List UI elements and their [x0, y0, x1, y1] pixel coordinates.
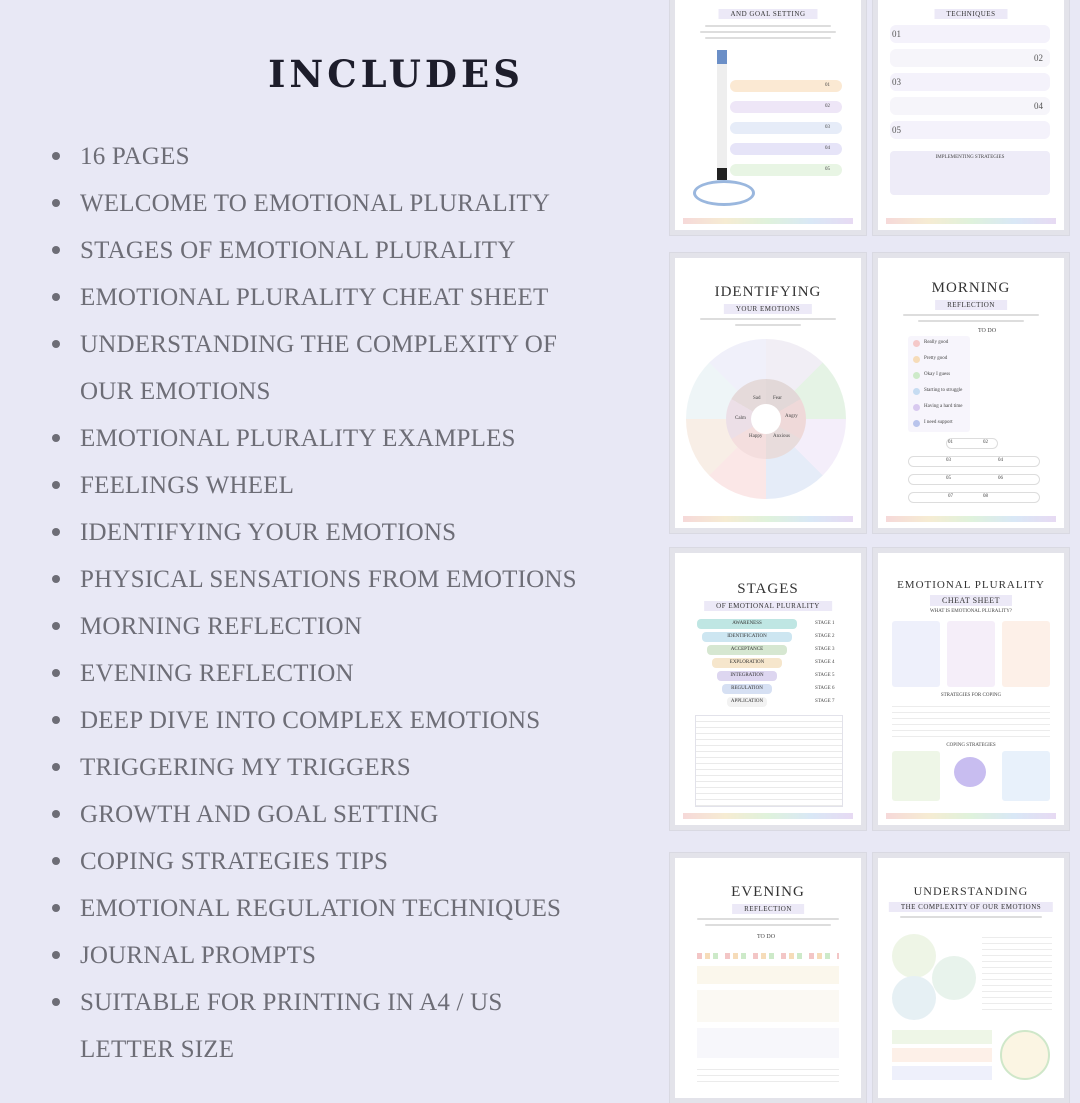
info-circle — [892, 976, 936, 1020]
info-circle — [892, 934, 936, 978]
rainbow-strip — [886, 218, 1056, 224]
includes-heading: INCLUDES — [268, 52, 524, 96]
bullet-icon — [52, 716, 60, 724]
pill-number: 08 — [983, 494, 988, 499]
mood-option: Pretty good — [924, 356, 948, 361]
text-line — [700, 31, 836, 33]
preview-identifying-page — [670, 253, 866, 533]
section-heading: STRATEGIES FOR COPING — [940, 693, 1002, 698]
stage-label: STAGE 7 — [815, 699, 835, 704]
mood-face-icon — [913, 356, 920, 363]
list-item: GROWTH AND GOAL SETTING — [52, 791, 577, 838]
coping-text — [892, 701, 1050, 739]
mood-face-icon — [913, 404, 920, 411]
mood-option: I need support — [924, 420, 953, 425]
wheel-label: Fear — [773, 396, 782, 401]
rainbow-strip — [683, 218, 853, 224]
preview-cheat-sheet-page — [873, 548, 1069, 830]
page-subtitle: TECHNIQUES — [935, 9, 1008, 19]
wheel-label: Anxious — [773, 434, 790, 439]
list-item: STAGES OF EMOTIONAL PLURALITY — [52, 227, 577, 274]
section-heading: WHAT IS EMOTIONAL PLURALITY? — [929, 609, 1013, 614]
bullet-icon — [52, 293, 60, 301]
mood-option: Really good — [924, 340, 949, 345]
text-line — [697, 918, 839, 920]
pill-number: 01 — [948, 440, 953, 445]
page-title: STAGES — [737, 581, 799, 597]
technique-row — [890, 73, 1050, 91]
list-item-continuation: OUR EMOTIONS — [80, 378, 271, 405]
preview-techniques-page — [873, 0, 1069, 235]
technique-row — [890, 25, 1050, 43]
preview-morning-page — [873, 253, 1069, 533]
wheel-label: Sad — [753, 396, 761, 401]
text-line — [900, 916, 1042, 918]
text-line — [918, 320, 1024, 322]
list-item: EMOTIONAL REGULATION TECHNIQUES — [52, 885, 577, 932]
journal-box — [697, 1028, 839, 1058]
info-column — [947, 621, 995, 687]
pill-number: 07 — [948, 494, 953, 499]
pill-number: 03 — [946, 458, 951, 463]
list-item: 16 PAGES — [52, 133, 577, 180]
stages-description — [695, 715, 843, 807]
bullet-icon — [52, 199, 60, 207]
mood-face-icon — [913, 420, 920, 427]
preview-stages-page — [670, 548, 866, 830]
page-subtitle: REFLECTION — [732, 904, 804, 914]
page-subtitle: REFLECTION — [935, 300, 1007, 310]
bullet-icon — [52, 998, 60, 1006]
rainbow-strip — [683, 813, 853, 819]
list-item: EMOTIONAL PLURALITY CHEAT SHEET — [52, 274, 577, 321]
list-item: COPING STRATEGIES TIPS — [52, 838, 577, 885]
word-cloud — [697, 1064, 839, 1086]
page-title: MORNING — [931, 280, 1011, 296]
funnel-level: INTEGRATION — [717, 671, 777, 681]
journal-box — [697, 966, 839, 984]
preview-evening-page — [670, 853, 866, 1103]
rainbow-strip — [886, 516, 1056, 522]
mood-dots-row — [697, 953, 839, 959]
pill-number: 05 — [946, 476, 951, 481]
list-item: TRIGGERING MY TRIGGERS — [52, 744, 577, 791]
stage-label: STAGE 6 — [815, 686, 835, 691]
list-item: PHYSICAL SENSATIONS FROM EMOTIONS — [52, 556, 577, 603]
preview-understanding-page — [873, 853, 1069, 1103]
technique-number: 05 — [892, 125, 901, 135]
text-line — [735, 324, 801, 326]
list-item: EVENING REFLECTION — [52, 650, 577, 697]
wheel-label: Happy — [749, 434, 763, 439]
page-subtitle: AND GOAL SETTING — [718, 9, 817, 19]
bullet-icon — [52, 669, 60, 677]
bullet-icon — [52, 481, 60, 489]
mood-option: Okay I guess — [924, 372, 951, 377]
page-title: EMOTIONAL PLURALITY — [897, 579, 1045, 591]
technique-number: 04 — [1034, 101, 1043, 111]
bullet-icon — [52, 152, 60, 160]
numbered-pill — [946, 438, 998, 449]
bullet-icon — [52, 528, 60, 536]
list-item: EMOTIONAL PLURALITY EXAMPLES — [52, 415, 577, 462]
info-column — [892, 621, 940, 687]
text-line — [705, 37, 831, 39]
bullet-icon — [52, 857, 60, 865]
stage-label: STAGE 1 — [815, 621, 835, 626]
step-number: 04 — [825, 146, 830, 151]
list-item: FEELINGS WHEEL — [52, 462, 577, 509]
technique-row — [890, 121, 1050, 139]
info-circle — [932, 956, 976, 1000]
list-item: SUITABLE FOR PRINTING IN A4 / US — [52, 979, 577, 1026]
step-number: 05 — [825, 167, 830, 172]
info-box — [892, 1048, 992, 1062]
numbered-pill — [908, 474, 1040, 485]
stage-label: STAGE 2 — [815, 634, 835, 639]
bullet-icon — [52, 575, 60, 583]
list-item-continuation: LETTER SIZE — [80, 1036, 235, 1063]
mood-face-icon — [913, 388, 920, 395]
list-item: IDENTIFYING YOUR EMOTIONS — [52, 509, 577, 556]
bullet-icon — [52, 810, 60, 818]
funnel-level: ACCEPTANCE — [707, 645, 787, 655]
journal-box — [697, 990, 839, 1022]
funnel-level: IDENTIFICATION — [702, 632, 792, 642]
includes-list — [52, 133, 577, 1073]
page-title: UNDERSTANDING — [913, 884, 1029, 898]
bullet-icon — [52, 246, 60, 254]
numbered-pill — [908, 492, 1040, 503]
info-box — [892, 1066, 992, 1080]
funnel-level: EXPLORATION — [712, 658, 782, 668]
coping-box — [1002, 751, 1050, 801]
mood-face-icon — [913, 372, 920, 379]
bullet-icon — [52, 904, 60, 912]
wheel-center — [751, 404, 781, 434]
pill-number: 06 — [998, 476, 1003, 481]
todo-label: TO DO — [757, 934, 776, 940]
pill-number: 04 — [998, 458, 1003, 463]
page-previews — [665, 0, 1080, 1080]
strategies-title: IMPLEMENTING STRATEGIES — [935, 155, 1005, 160]
list-item: UNDERSTANDING THE COMPLEXITY OF — [52, 321, 577, 368]
coping-box — [892, 751, 940, 801]
list-item: MORNING REFLECTION — [52, 603, 577, 650]
pill-number: 02 — [983, 440, 988, 445]
mood-option: Having a hard time — [924, 404, 963, 409]
info-column — [1002, 621, 1050, 687]
stage-label: STAGE 3 — [815, 647, 835, 652]
numbered-pill — [908, 456, 1040, 467]
target-icon — [693, 180, 755, 206]
text-line — [705, 924, 831, 926]
text-line — [903, 314, 1039, 316]
rainbow-strip — [683, 516, 853, 522]
list-item: WELCOME TO EMOTIONAL PLURALITY — [52, 180, 577, 227]
page-subtitle: THE COMPLEXITY OF OUR EMOTIONS — [889, 902, 1053, 912]
todo-label: TO DO — [978, 328, 997, 334]
bullet-icon — [52, 951, 60, 959]
pencil-icon — [717, 50, 727, 180]
page-title: EVENING — [731, 884, 805, 900]
funnel-level: APPLICATION — [727, 697, 767, 707]
funnel-level: AWARENESS — [697, 619, 797, 629]
page-subtitle: OF EMOTIONAL PLURALITY — [704, 601, 832, 611]
stage-label: STAGE 4 — [815, 660, 835, 665]
technique-number: 02 — [1034, 53, 1043, 63]
bullet-icon — [52, 434, 60, 442]
bullet-icon — [52, 763, 60, 771]
step-number: 03 — [825, 125, 830, 130]
page-subtitle: YOUR EMOTIONS — [724, 304, 812, 314]
bullet-icon — [52, 340, 60, 348]
list-item: DEEP DIVE INTO COMPLEX EMOTIONS — [52, 697, 577, 744]
text-line — [705, 25, 831, 27]
wheel-label: Calm — [735, 416, 746, 421]
info-text — [982, 932, 1052, 1014]
mood-face-icon — [913, 340, 920, 347]
mood-column — [908, 336, 970, 432]
page-title: IDENTIFYING — [714, 284, 822, 300]
summary-circle — [1000, 1030, 1050, 1080]
technique-row — [890, 97, 1050, 115]
section-heading: COPING STRATEGIES — [946, 743, 996, 748]
technique-number: 01 — [892, 29, 901, 39]
info-box — [892, 1030, 992, 1044]
technique-number: 03 — [892, 77, 901, 87]
step-number: 01 — [825, 83, 830, 88]
preview-growth-page — [670, 0, 866, 235]
step-number: 02 — [825, 104, 830, 109]
text-line — [700, 318, 836, 320]
stage-label: STAGE 5 — [815, 673, 835, 678]
brain-icon — [954, 757, 986, 787]
funnel-level: REGULATION — [722, 684, 772, 694]
bullet-icon — [52, 622, 60, 630]
page-subtitle: CHEAT SHEET — [930, 595, 1012, 606]
technique-row — [890, 49, 1050, 67]
list-item: JOURNAL PROMPTS — [52, 932, 577, 979]
rainbow-strip — [886, 813, 1056, 819]
wheel-label: Angry — [785, 414, 798, 419]
mood-option: Starting to struggle — [924, 388, 963, 393]
